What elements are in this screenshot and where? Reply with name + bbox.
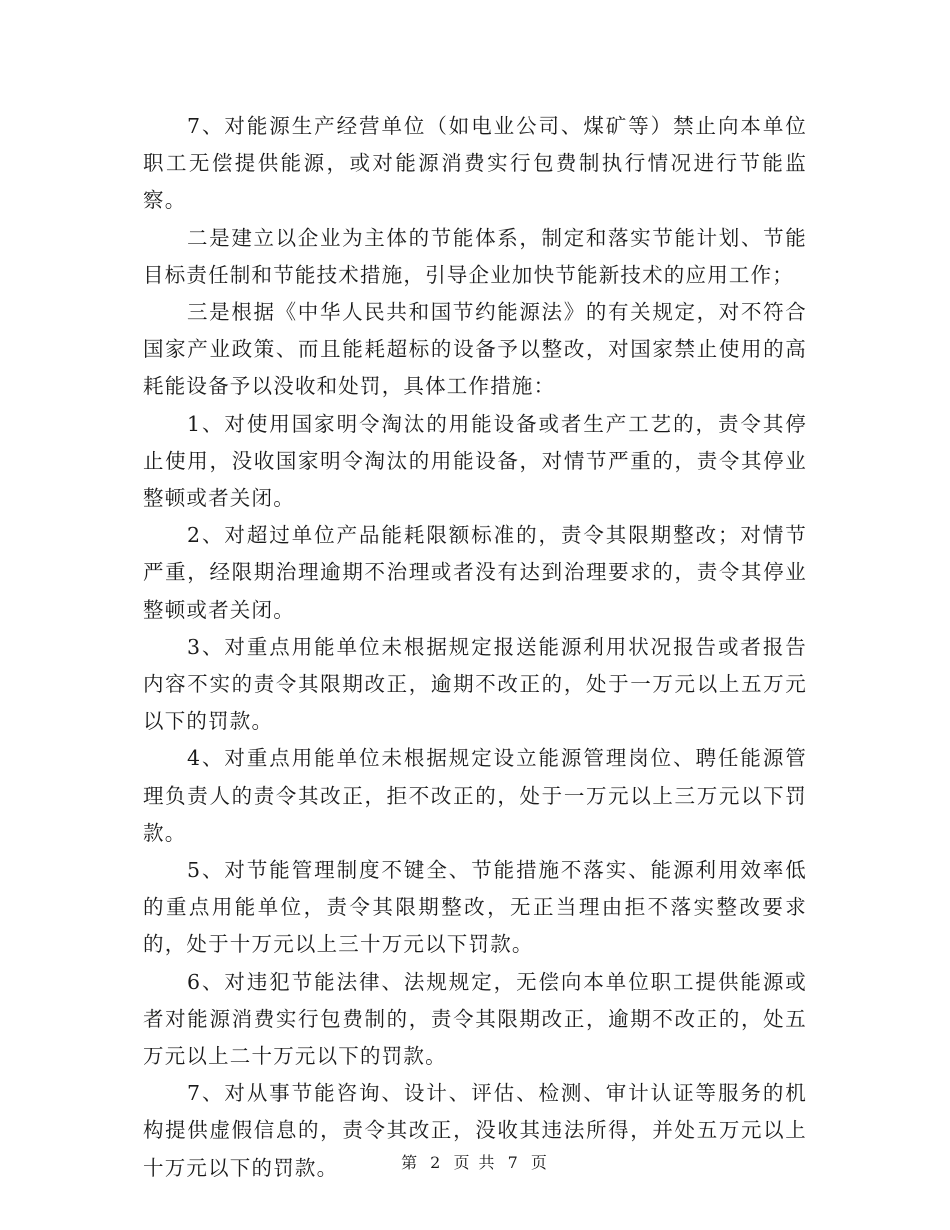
footer-middle: 页 共 <box>453 1153 497 1172</box>
paragraph-measure-7: 7、对从事节能咨询、设计、评估、检测、审计认证等服务的机构提供虚假信息的，责令其改正，没收其违法所得，并处五万元以上十万元以下的罚款。 <box>143 1081 807 1180</box>
paragraph-measure-4: 4、对重点用能单位未根据规定设立能源管理岗位、聘任能源管理负责人的责令其改正，拒不改正的，处于一万元以上三万元以下罚款。 <box>143 746 807 845</box>
document-body <box>143 108 807 1187</box>
page-footer <box>0 1150 950 1173</box>
paragraph-measure-3: 3、对重点用能单位未根据规定报送能源利用状况报告或者报告内容不实的责令其限期改正，逾期不改正的，处于一万元以上五万元以下的罚款。 <box>143 634 807 734</box>
paragraph-monitor-item-7: 7、对能源生产经营单位（如电业公司、煤矿等）禁止向本单位职工无偿提供能源，或对能源消费实行包费制执行情况进行节能监察。 <box>143 114 807 213</box>
paragraph-measure-6: 6、对违犯节能法律、法规规定，无偿向本单位职工提供能源或者对能源消费实行包费制的，责令其限期改正，逾期不改正的，处五万元以上二十万元以下的罚款。 <box>143 969 807 1069</box>
paragraph-measure-1: 1、对使用国家明令淘汰的用能设备或者生产工艺的，责令其停止使用，没收国家明令淘汰的用能设备，对情节严重的，责令其停业整顿或者关闭。 <box>143 411 807 511</box>
paragraph-point-two: 二是建立以企业为主体的节能体系，制定和落实节能计划、节能目标责任制和节能技术措施，引导企业加快节能新技术的应用工作； <box>143 225 807 287</box>
paragraph-point-three: 三是根据《中华人民共和国节约能源法》的有关规定，对不符合国家产业政策、而且能耗超标的设备予以整改，对国家禁止使用的高耗能设备予以没收和处罚，具体工作措施： <box>143 300 807 399</box>
footer-total-pages: 7 <box>507 1153 520 1172</box>
paragraph-measure-5: 5、对节能管理制度不键全、节能措施不落实、能源利用效率低的重点用能单位，责令其限期整改，无正当理由拒不落实整改要求的，处于十万元以上三十万元以下罚款。 <box>143 858 807 957</box>
footer-suffix: 页 <box>530 1153 549 1172</box>
footer-page-number: 2 <box>430 1153 443 1172</box>
paragraph-measure-2: 2、对超过单位产品能耗限额标准的，责令其限期整改；对情节严重，经限期治理逾期不治理或者没有达到治理要求的，责令其停业整顿或者关闭。 <box>143 523 807 622</box>
footer-prefix: 第 <box>401 1153 420 1172</box>
